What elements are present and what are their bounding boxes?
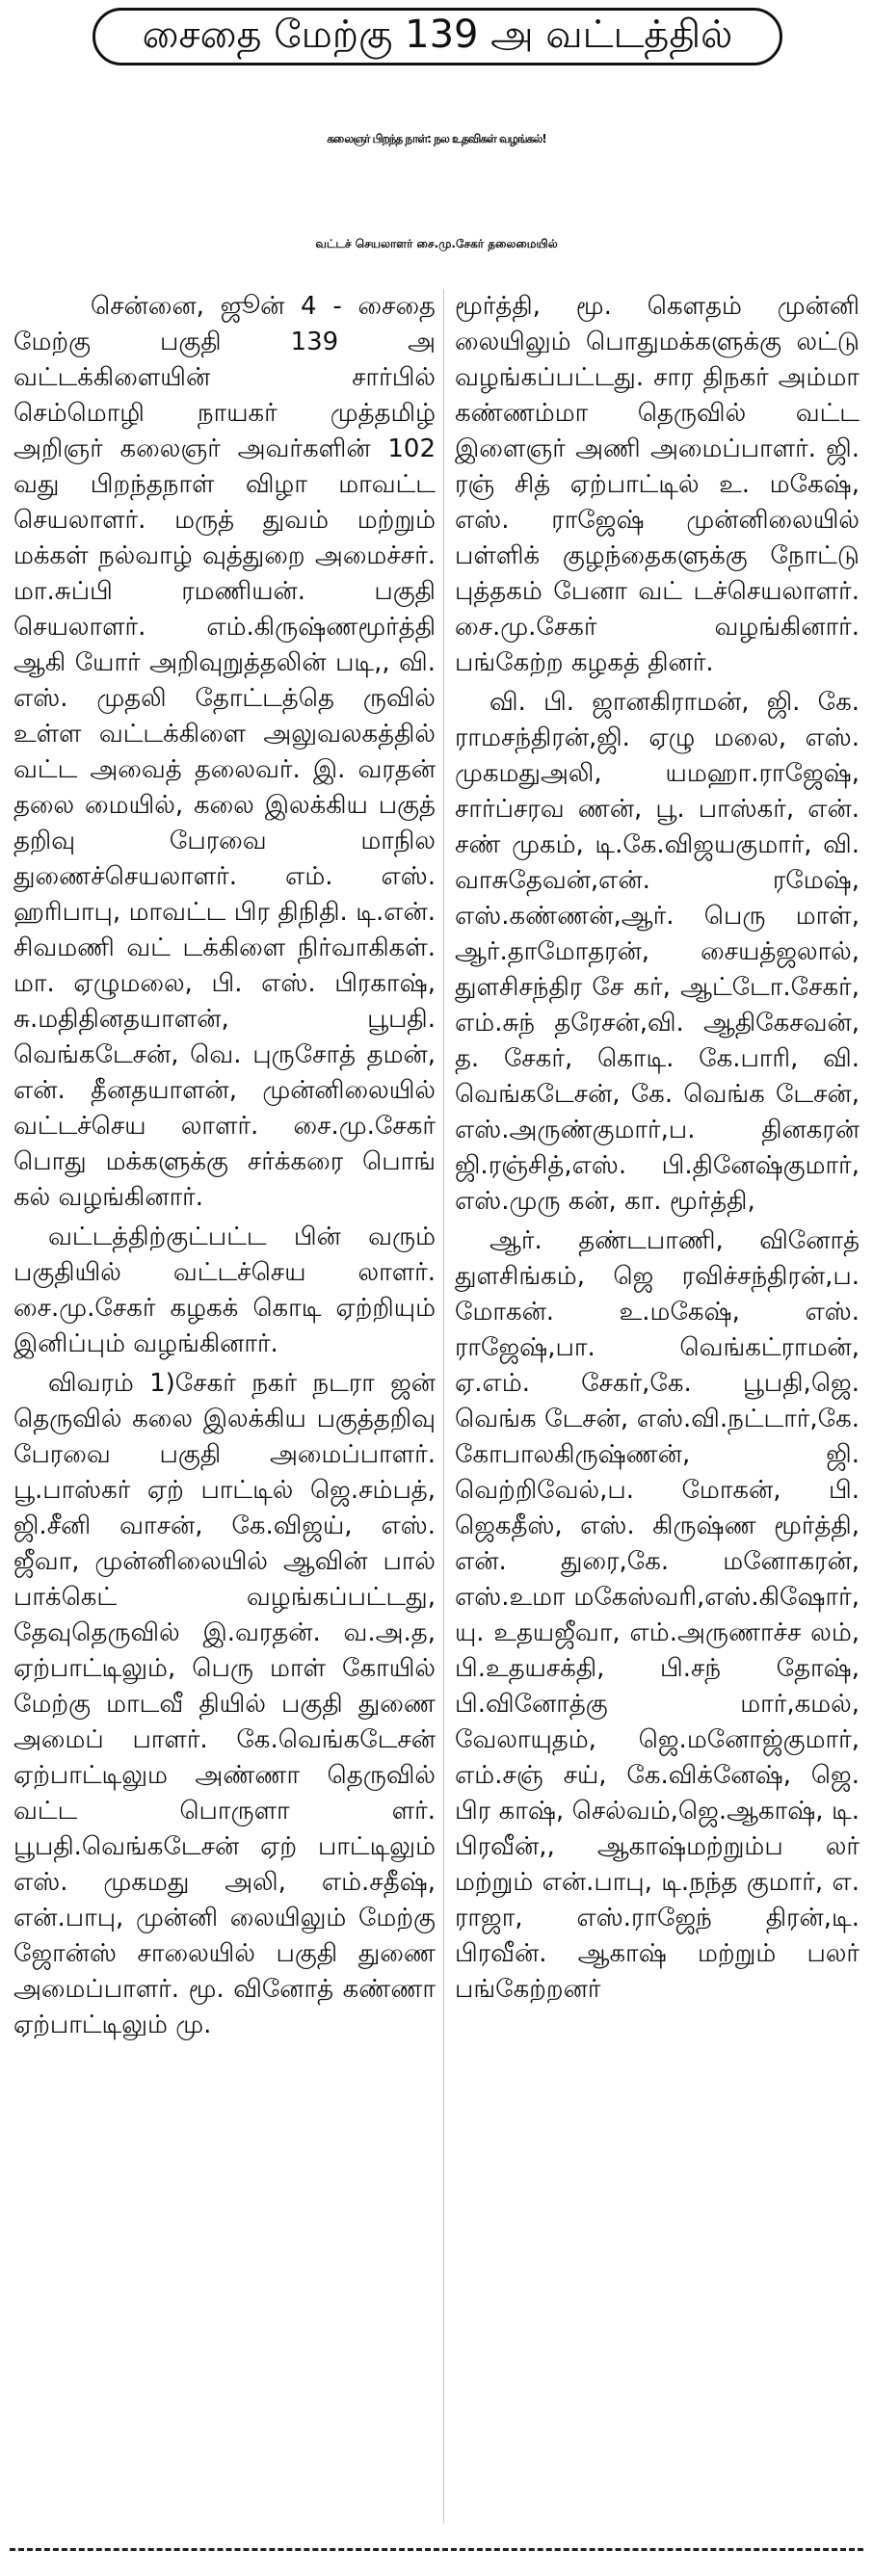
subheadline: வட்டச் செயலாளர் சை.மு.சேகர் தலைமையில் (315, 237, 558, 250)
paragraph: ஆர். தண்டபாணி, வினோத் துளசிங்கம், ஜெ ரவிச்சந்திரன்,ப. மோகன். உ.மகேஷ், எஸ். ராஜேஷ்,பா. வெங்கட்ராமன், ஏ.எம். சேகர்,கே. பூபதி,ஜெ. வெங்க டேசன், எஸ்.வி.நட்டார்,கே. கோபாலகிருஷ்ணன், ஜி. வெற்றிவேல்,ப. மோகன், பி. ஜெகதீஸ், எஸ். கிருஷ்ண மூர்த்தி, என். துரை,கே. மனோகரன், எஸ்.உமா மகேஸ்வரி,எஸ்.கிஷோர், யு. உதயஜீவா, எம்.அருணாச்ச லம், பி.உதயசக்தி, பி.சந் தோஷ், பி.வினோத்கு மார்,கமல், வேலாயுதம், ஜெ.மனோஜ்குமார், எம்.சஞ் சய், கே.விக்னேஷ், ஜெ. பிர காஷ், செல்வம்,ஜெ.ஆகாஷ், டி. பிரவீன்,, ஆகாஷ்மற்றும்ப லர் மற்றும் என்.பாபு, டி.நந்த குமார், எ. ராஜா, எஸ்.ராஜேந் திரன்,டி. பிரவீன். ஆகாஷ் மற்றும் பலர் பங்கேற்றனர் (455, 1226, 860, 2004)
dashed-rule (10, 2548, 863, 2551)
paragraph: விவரம் 1)சேகர் நகர் நடரா ஜன் தெருவில் கலை இலக்கிய பகுத்தறிவு பேரவை பகுதி அமைப்பாளர். பூ.பாஸ்கர் ஏற் பாட்டில் ஜெ.சம்பத், ஜி.சீனி வாசன், கே.விஜய், எஸ். ஜீவா, முன்னிலையில் ஆவின் பால் பாக்கெட் வழங்கப்பட்டது, தேவுதெருவில் இ.வரதன். வ.அ.த, ஏற்பாட்டிலும், பெரு மாள் கோயில் மேற்கு மாடவீ தியில் பகுதி துணை அமைப் பாளர். கே.வெங்கடேசன் ஏற்பாட்டிலும அண்ணா தெருவில் வட்ட பொருளா ளர். பூபதி.வெங்கடேசன் ஏற் பாட்டிலும் எஸ். முகமது அலி, எம்.சதீஷ், என்.பாபு, முன்னி லையிலும் மேற்கு ஜோன்ஸ் சாலையில் பகுதி துணை அமைப்பாளர். மூ. வினோத் கண்ணா ஏற்பாட்டிலும் மு. (13, 1369, 436, 2039)
kicker-text: சைதை மேற்கு 139 அ வட்டத்தில் (142, 12, 733, 57)
paragraph: மூர்த்தி, மூ. கௌதம் முன்னி லையிலும் பொதுமக்களுக்கு லட்டு வழங்கப்பட்டது. சார திநகர் அம்மா கண்ணம்மா தெருவில் வட்ட இளைஞர் அணி அமைப்பாளர். ஜி. ரஞ் சித் ஏற்பாட்டில் உ. மகேஷ், எஸ். ராஜேஷ் முன்னிலையில் பள்ளிக் குழந்தைகளுக்கு நோட்டு புத்தகம் பேனா வட் டச்செயலாளர். சை.மு.சேகர் வழங்கினார். பங்கேற்ற கழகத் தினர். (455, 292, 860, 677)
paragraph: வட்டத்திற்குட்பட்ட பின் வரும் பகுதியில் வட்டச்செய லாளர். சை.மு.சேகர் கழகக் கொடி ஏற்றியும் இனிப்பும் வழங்கினார். (13, 1222, 436, 1358)
article-body-right-column (455, 289, 860, 2524)
kicker-box (93, 8, 782, 66)
article-body-left-column (13, 289, 436, 2524)
paragraph: சென்னை, ஜூன் 4 - சைதை மேற்கு பகுதி 139 அ வட்டக்கிளையின் சார்பில் செம்மொழி நாயகர் முத்தமிழ் அறிஞர் கலைஞர் அவர்களின் 102 வது பிறந்தநாள் விழா மாவட்ட செயலாளர். மருத் துவம் மற்றும் மக்கள் நல்வாழ் வுத்துறை அமைச்சர். மா.சுப்பி ரமணியன். பகுதி செயலாளர். எம்.கிருஷ்ணமூர்த்தி ஆகி யோர் அறிவுறுத்தலின் படி,, வி. எஸ். முதலி தோட்டத்தெ ருவில் உள்ள வட்டக்கிளை அலுவலகத்தில் வட்ட அவைத் தலைவர். இ. வரதன் தலை மையில், கலை இலக்கிய பகுத் தறிவு பேரவை மாநில துணைச்செயலாளர். எம். எஸ். ஹரிபாபு, மாவட்ட பிர திநிதி. டி.என். சிவமணி வட் டக்கிளை நிர்வாகிகள். மா. ஏழுமலை, பி. எஸ். பிரகாஷ், சு.மதிதினதயாளன், பூபதி. வெங்கடேசன், வெ. புருசோத் தமன், என். தீனதயாளன், முன்னிலையில் வட்டச்செய லாளர். சை.மு.சேகர் பொது மக்களுக்கு சர்க்கரை பொங் கல் வழங்கினார். (13, 292, 436, 1212)
headline: கலைஞர் பிறந்த நாள்: நல உதவிகள் வழங்கல்! (327, 132, 546, 145)
column-divider (443, 289, 444, 2524)
paragraph: வி. பி. ஜானகிராமன், ஜி. கே. ராமசந்திரன்,ஜி. ஏழு மலை, எஸ். முகமதுஅலி, யமஹா.ராஜேஷ், சார்ப்சரவ ணன், பூ. பாஸ்கர், என். சண் முகம், டி.கே.விஜயகுமார், வி. வாசுதேவன்,என். ரமேஷ், எஸ்.கண்ணன்,ஆர். பெரு மாள், ஆர்.தாமோதரன், சையத்ஜலால், துளசிசந்திர சே கர், ஆட்டோ.சேகர், எம்.சுந் தரேசன்,வி. ஆதிகேசவன், த. சேகர், கொடி. கே.பாரி, வி. வெங்கடேசன், கே. வெங்க டேசன், எஸ்.அருண்குமார்,ப. தினகரன் ஜி.ரஞ்சித்,எஸ். பி.தினேஷ்குமார், எஸ்.முரு கன், கா. மூர்த்தி, (455, 688, 860, 1216)
